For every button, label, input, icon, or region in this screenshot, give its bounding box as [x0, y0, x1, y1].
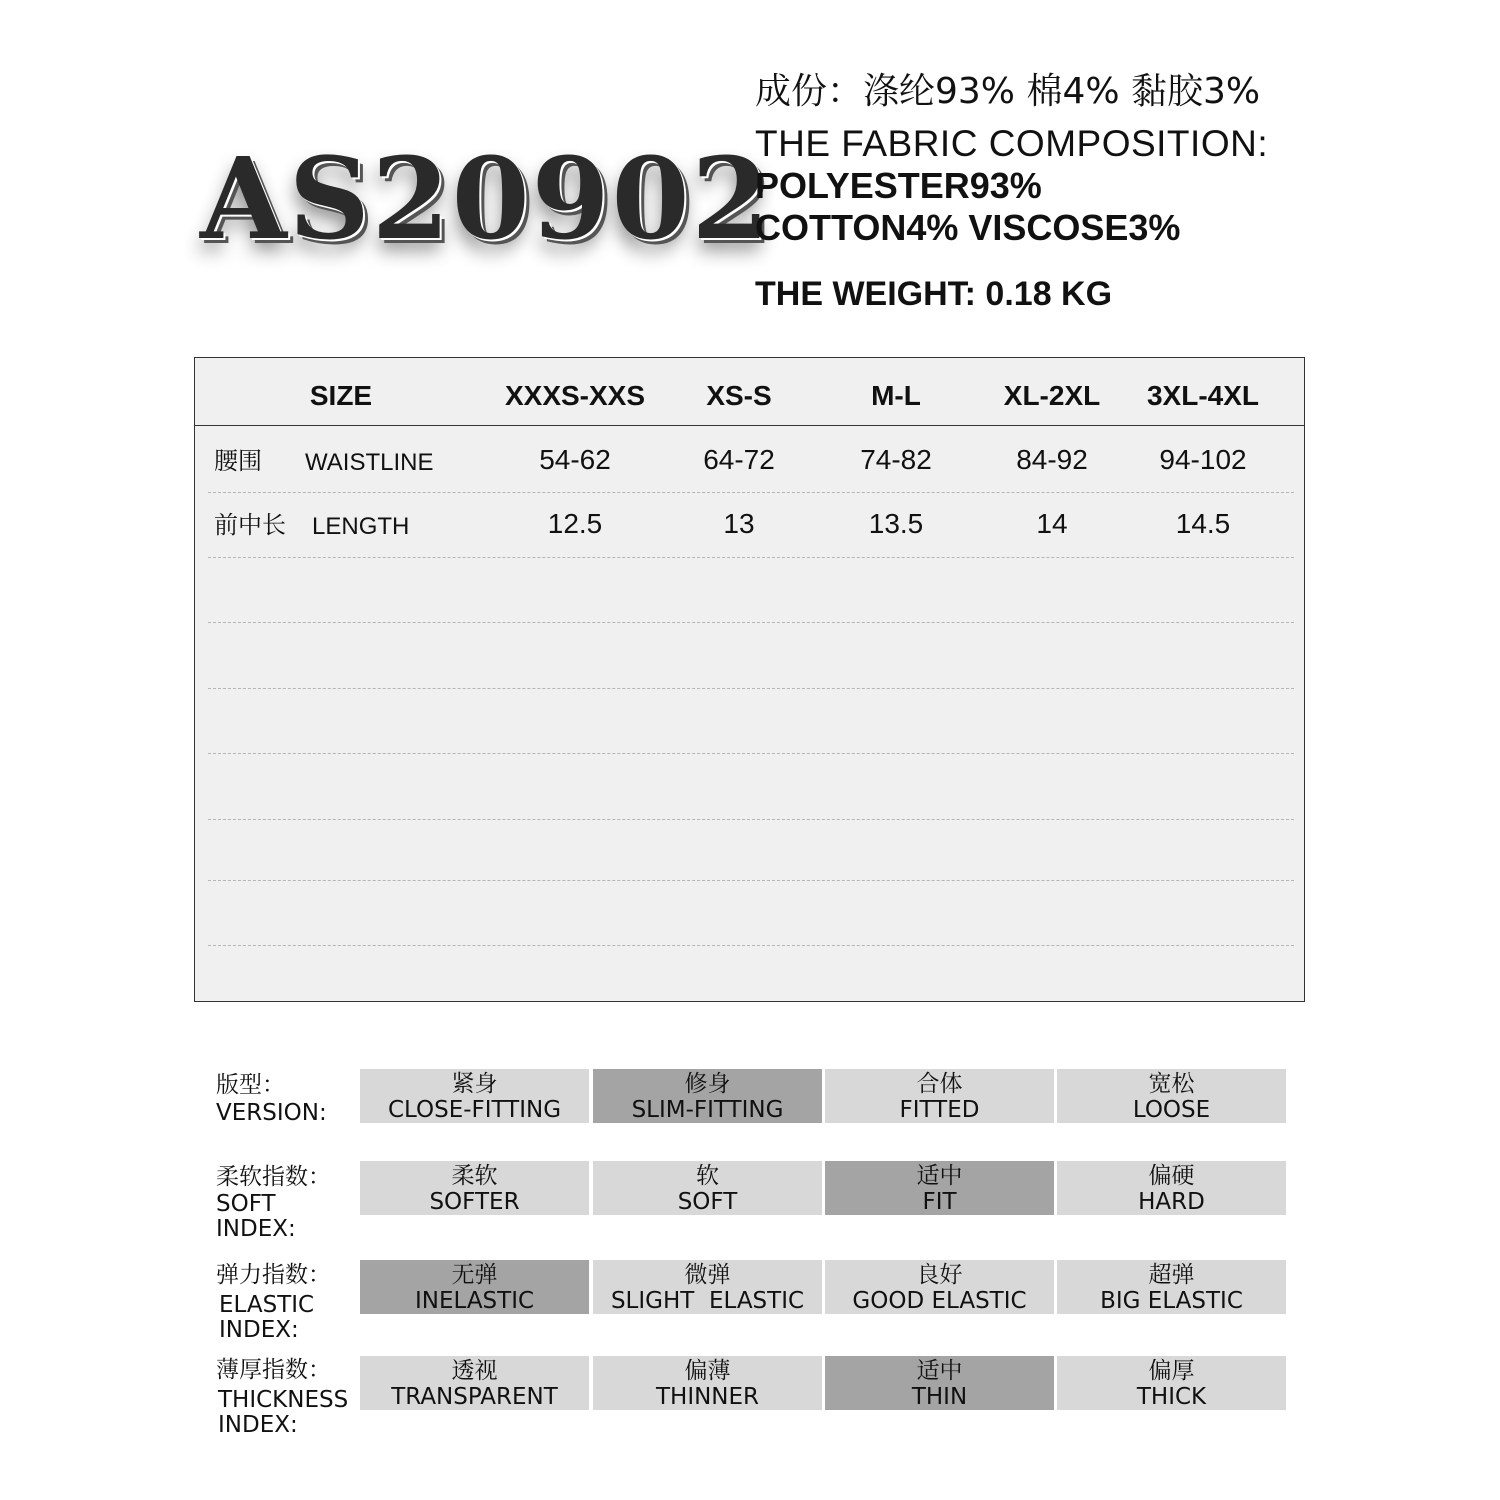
- elastic-index-label-en2: INDEX:: [219, 1317, 299, 1343]
- row-label-en: LENGTH: [312, 513, 410, 540]
- thickness-option-thick: 偏厚 THICK: [1057, 1356, 1286, 1410]
- row-label-cn: 腰围: [214, 447, 262, 475]
- table-cell: 94-102: [1159, 444, 1247, 475]
- composition-line-2: COTTON4% VISCOSE3%: [755, 207, 1181, 248]
- row-label-cn: 前中长: [214, 511, 286, 539]
- table-cell: 13.5: [868, 508, 924, 539]
- table-cell: 14.5: [1175, 508, 1231, 539]
- elastic-option-inelastic: 无弹 INELASTIC: [360, 1260, 589, 1314]
- table-cell: 74-82: [860, 444, 932, 475]
- version-option-slim-fitting: 修身 SLIM-FITTING: [593, 1069, 822, 1123]
- soft-option-softer: 柔软 SOFTER: [360, 1161, 589, 1215]
- soft-option-hard: 偏硬 HARD: [1057, 1161, 1286, 1215]
- elastic-option-good-elastic: 良好 GOOD ELASTIC: [825, 1260, 1054, 1314]
- thickness-option-thinner: 偏薄 THINNER: [593, 1356, 822, 1410]
- thickness-index-label-en2: INDEX:: [218, 1412, 298, 1438]
- soft-index-label-cn: 柔软指数：: [216, 1164, 331, 1190]
- table-cell: 64-72: [703, 444, 775, 475]
- model-code: AS20902: [200, 134, 772, 265]
- row-divider: [208, 945, 1294, 946]
- composition-title: THE FABRIC COMPOSITION:: [755, 123, 1269, 164]
- version-option-fitted: 合体 FITTED: [825, 1069, 1054, 1123]
- size-col-header: 3XL-4XL: [1146, 380, 1260, 411]
- composition-line-1: POLYESTER93%: [755, 165, 1042, 206]
- row-divider: [208, 622, 1294, 623]
- elastic-option-slight-elastic: 微弹 SLIGHT ELASTIC: [593, 1260, 822, 1314]
- composition-cn: 成份：涤纶93% 棉4% 黏胶3%: [755, 71, 1261, 112]
- row-divider: [208, 557, 1294, 558]
- row-divider: [208, 753, 1294, 754]
- table-cell: 14: [1036, 508, 1068, 539]
- version-option-close-fitting: 紧身 CLOSE-FITTING: [360, 1069, 589, 1123]
- thickness-option-thin: 适中 THIN: [825, 1356, 1054, 1410]
- weight-text: THE WEIGHT: 0.18 KG: [755, 275, 1113, 313]
- version-label-en: VERSION:: [216, 1100, 327, 1126]
- version-option-loose: 宽松 LOOSE: [1057, 1069, 1286, 1123]
- table-cell: 54-62: [539, 444, 611, 475]
- table-cell: 13: [723, 508, 755, 539]
- size-header-label: SIZE: [309, 380, 373, 411]
- elastic-index-label-en: ELASTIC: [219, 1292, 315, 1318]
- elastic-index-label-cn: 弹力指数：: [216, 1262, 331, 1288]
- size-col-header: XXXS-XXS: [504, 380, 646, 411]
- table-cell: 12.5: [547, 508, 603, 539]
- soft-option-fit: 适中 FIT: [825, 1161, 1054, 1215]
- table-cell: 84-92: [1016, 444, 1088, 475]
- size-col-header: XL-2XL: [1003, 380, 1101, 411]
- row-divider: [208, 492, 1294, 493]
- row-divider: [208, 688, 1294, 689]
- row-label-en: WAISTLINE: [305, 449, 434, 476]
- thickness-option-transparent: 透视 TRANSPARENT: [360, 1356, 589, 1410]
- thickness-index-label-cn: 薄厚指数：: [216, 1357, 331, 1383]
- row-divider: [208, 880, 1294, 881]
- version-label-cn: 版型：: [216, 1072, 285, 1098]
- size-col-header: M-L: [871, 380, 921, 411]
- size-table: [194, 357, 1305, 1002]
- size-col-header: XS-S: [706, 380, 772, 411]
- header-divider: [195, 425, 1304, 426]
- elastic-option-big-elastic: 超弹 BIG ELASTIC: [1057, 1260, 1286, 1314]
- soft-option-soft: 软 SOFT: [593, 1161, 822, 1215]
- soft-index-label-en2: INDEX:: [216, 1216, 296, 1242]
- soft-index-label-en: SOFT: [216, 1191, 276, 1217]
- row-divider: [208, 819, 1294, 820]
- thickness-index-label-en: THICKNESS: [218, 1387, 349, 1413]
